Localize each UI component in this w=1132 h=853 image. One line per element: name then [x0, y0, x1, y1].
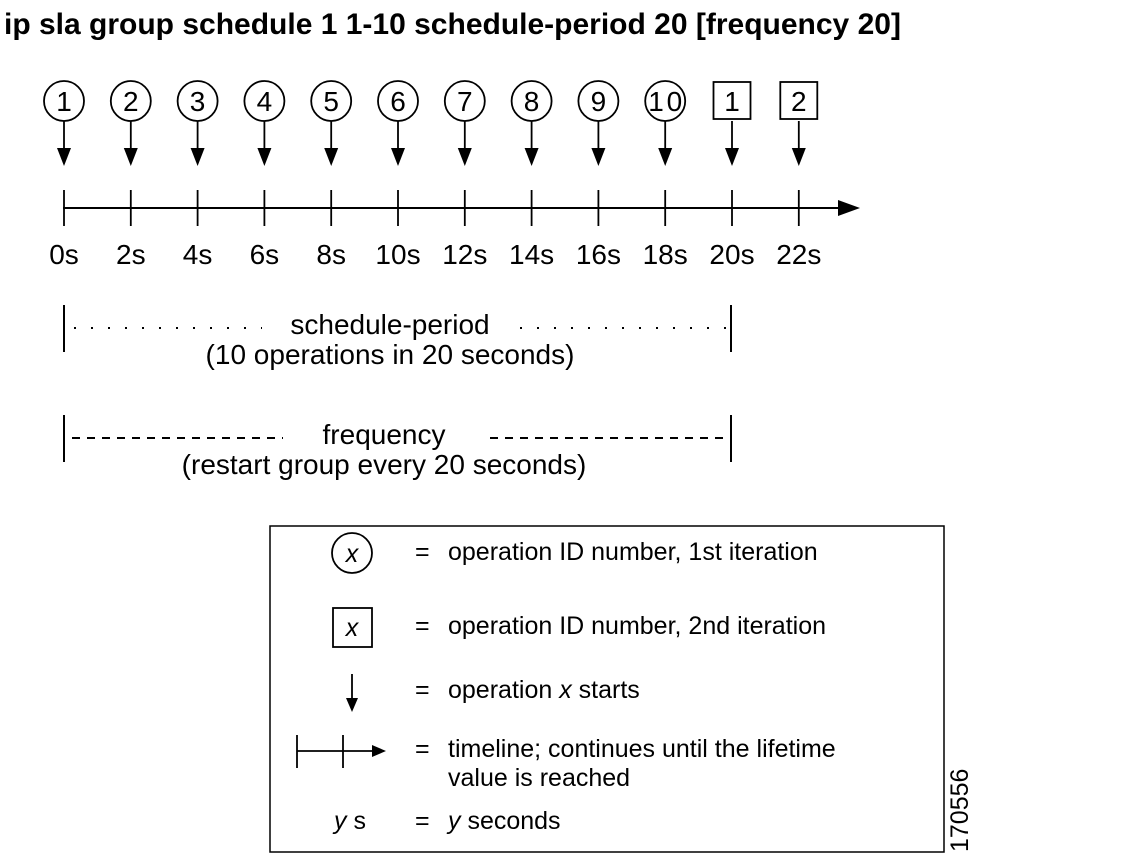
operation-marker-1st-iteration [445, 81, 485, 166]
operation-marker-1st-iteration [44, 81, 84, 166]
legend-arrow-desc-var: x [559, 676, 572, 704]
timeline-tick-label: 2s [116, 239, 146, 270]
timeline-tick-label: 10s [375, 239, 421, 270]
timeline-tick-label: 0s [49, 239, 79, 270]
timeline-ticks [49, 190, 821, 270]
schedule-period-sublabel: (10 operations in 20 seconds) [205, 339, 575, 370]
legend-timeline-desc-line1: timeline; continues until the lifetime [448, 735, 836, 763]
legend-ys-desc-var: y [448, 807, 461, 835]
timeline-tick-label: 16s [575, 239, 621, 270]
operation-id-label: 5 [323, 86, 339, 117]
operation-start-arrowhead [792, 148, 806, 166]
legend-circle-symbol: x [345, 540, 359, 568]
operation-id-label: 8 [523, 86, 540, 117]
operation-id-label: 4 [256, 86, 273, 117]
operation-id-label: 2 [791, 86, 807, 117]
legend-ys-desc-suffix: seconds [460, 807, 561, 835]
operation-marker-1st-iteration [512, 81, 552, 166]
legend-timeline-desc-line2: value is reached [448, 764, 631, 792]
legend-timeline-arrow-icon [372, 745, 386, 757]
legend-arrow-desc-suffix: starts [571, 676, 640, 704]
operation-start-arrowhead [525, 148, 539, 166]
operation-start-arrowhead [725, 148, 739, 166]
legend-eq-2: = [415, 612, 430, 640]
timeline-tick-label: 14s [509, 239, 555, 270]
timeline [63, 200, 860, 216]
operation-id-label: 2 [123, 86, 139, 117]
operation-marker-1st-iteration [311, 81, 351, 166]
operation-marker-1st-iteration [111, 81, 151, 166]
frequency-sublabel: (restart group every 20 seconds) [181, 449, 587, 480]
operation-id-label: 6 [390, 86, 406, 117]
schedule-period-span [64, 305, 731, 370]
figure-id: 170556 [946, 768, 974, 852]
timeline-tick-label: 4s [182, 239, 213, 270]
operation-id-label: 1 [56, 86, 72, 117]
operation-marker-2nd-iteration [714, 82, 751, 166]
operation-start-arrowhead [257, 148, 271, 166]
legend-ys-symbol [332, 807, 366, 835]
operation-marker-1st-iteration [378, 81, 418, 166]
legend [270, 526, 944, 852]
schedule-period-label: schedule-period [290, 309, 490, 340]
timeline-tick-label: 22s [776, 239, 822, 270]
operation-start-arrowhead [191, 148, 205, 166]
legend-eq-5: = [415, 807, 430, 835]
timeline-tick-label: 12s [442, 239, 488, 270]
operation-start-arrowhead [324, 148, 338, 166]
timeline-tick-label: 18s [642, 239, 688, 270]
legend-circle-desc: operation ID number, 1st iteration [448, 538, 818, 566]
legend-arrow-desc-prefix: operation [448, 676, 560, 704]
operation-start-arrowhead [124, 148, 138, 166]
operation-id-label: 7 [457, 86, 473, 117]
timeline-tick-label: 6s [249, 239, 280, 270]
operation-marker-2nd-iteration [780, 82, 817, 166]
operation-start-arrowhead [458, 148, 472, 166]
operation-markers [44, 81, 817, 166]
operation-id-label: 1 [724, 86, 740, 117]
operation-marker-1st-iteration [578, 81, 618, 166]
legend-square-desc: operation ID number, 2nd iteration [448, 612, 827, 640]
operation-start-arrowhead [57, 148, 71, 166]
operation-marker-1st-iteration [178, 81, 218, 166]
legend-ys-var: y [334, 807, 347, 835]
operation-id-label: 3 [189, 86, 206, 117]
timeline-tick-label: 8s [316, 239, 346, 270]
operation-marker-1st-iteration [244, 81, 284, 166]
legend-arrow-desc [448, 676, 640, 704]
diagram-title: ip sla group schedule 1 1-10 schedule-period 20 [frequency 20] [4, 8, 901, 41]
legend-eq-4: = [415, 735, 430, 763]
operation-start-arrowhead [391, 148, 405, 166]
legend-eq-1: = [415, 538, 430, 566]
legend-ys-unit: s [346, 807, 366, 835]
legend-down-arrow-icon [346, 698, 358, 712]
legend-square-symbol: x [345, 614, 359, 642]
timeline-arrowhead [838, 200, 860, 216]
frequency-label: frequency [322, 419, 446, 450]
timeline-tick-label: 20s [709, 239, 755, 270]
operation-marker-1st-iteration [645, 81, 685, 166]
operation-id-label: 9 [590, 86, 607, 117]
operation-start-arrowhead [591, 148, 605, 166]
operation-id-label: 10 [648, 86, 683, 117]
legend-eq-3: = [415, 676, 430, 704]
frequency-span [64, 415, 731, 480]
operation-start-arrowhead [658, 148, 672, 166]
legend-ys-desc [446, 807, 561, 835]
